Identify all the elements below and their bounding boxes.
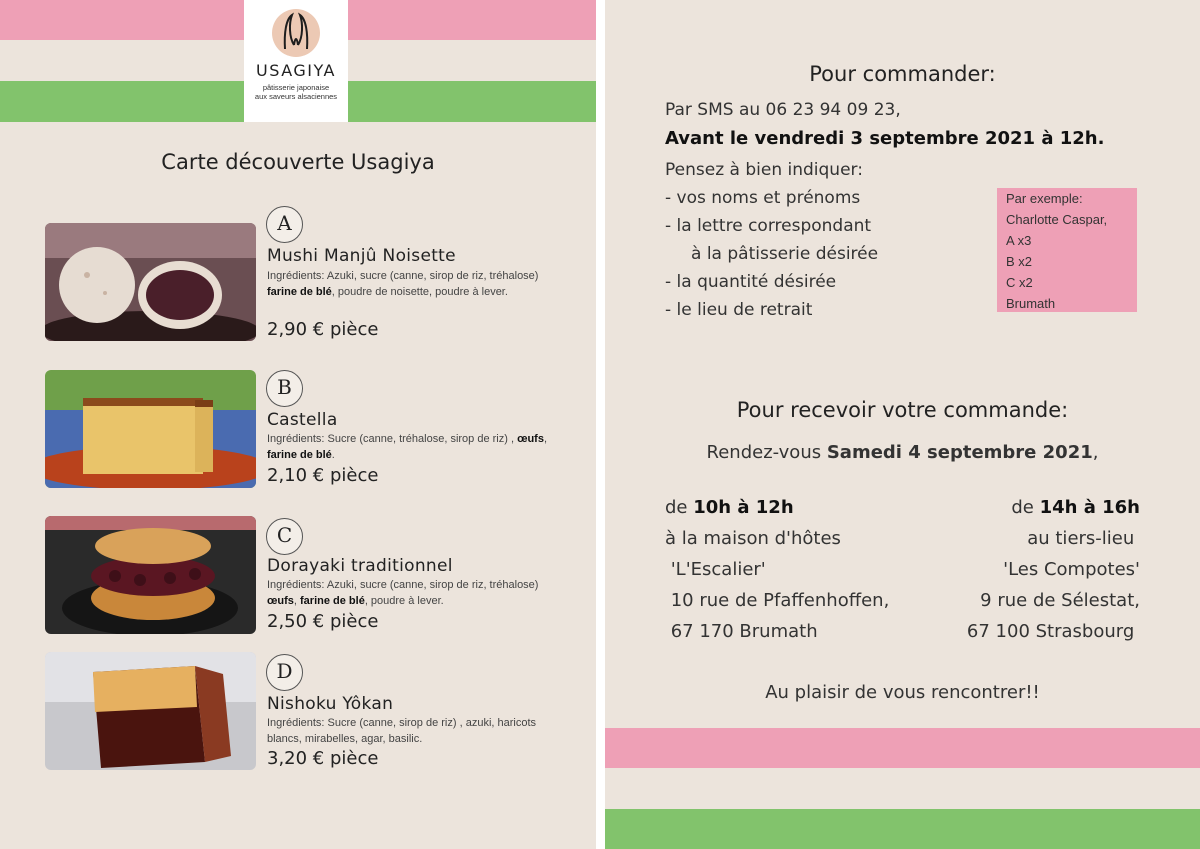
example-line: Brumath bbox=[1006, 296, 1056, 311]
order-list-item: - le lieu de retrait bbox=[665, 300, 813, 320]
item-name: Mushi Manjû Noisette bbox=[267, 246, 456, 266]
order-indicate: Pensez à bien indiquer: bbox=[665, 160, 863, 180]
item-ingredients bbox=[267, 268, 557, 300]
order-list-item: - la lettre correspondant bbox=[665, 216, 872, 236]
order-list-item: - vos noms et prénoms bbox=[665, 188, 861, 208]
item-letter-badge: B bbox=[266, 370, 303, 407]
time-range: 14h à 16h bbox=[1039, 497, 1140, 518]
pickup-time bbox=[967, 492, 1140, 523]
pickup-name: 'L'Escalier' bbox=[665, 559, 766, 580]
time-prefix: de bbox=[665, 497, 694, 518]
item-ingredients bbox=[267, 577, 557, 609]
item-letter-badge: A bbox=[266, 206, 303, 243]
order-page bbox=[605, 0, 1200, 849]
order-sms: Par SMS au 06 23 94 09 23, bbox=[665, 100, 901, 120]
order-list-item: - la quantité désirée bbox=[665, 272, 837, 292]
item-name: Castella bbox=[267, 410, 338, 430]
pickup-place: au tiers-lieu bbox=[1027, 528, 1140, 549]
tagline-line-1: pâtisserie japonaise bbox=[262, 83, 330, 92]
menu-page bbox=[0, 0, 596, 849]
allergen-text: farine de blé bbox=[267, 449, 332, 461]
castella-photo bbox=[45, 370, 256, 488]
item-price: 2,90 € pièce bbox=[267, 319, 379, 340]
usagiya-logo bbox=[244, 0, 348, 122]
ingredients-text: Ingrédients: Azuki, sucre (canne, sirop de riz, tréhalose) bbox=[267, 579, 539, 591]
ingredients-text: , bbox=[293, 595, 301, 607]
order-list-item: à la pâtisserie désirée bbox=[691, 244, 879, 264]
item-ingredients: Ingrédients: Sucre (canne, sirop de riz) , azuki, haricots blancs, mirabelles, agar, basilic. bbox=[267, 717, 537, 745]
item-name: Dorayaki traditionnel bbox=[267, 556, 453, 576]
item-price: 3,20 € pièce bbox=[267, 748, 379, 769]
ingredients-text: Ingrédients: Azuki, sucre (canne, sirop de riz, tréhalose) bbox=[267, 270, 539, 282]
brand-tagline bbox=[244, 83, 348, 101]
allergen-text: œufs bbox=[517, 433, 544, 445]
time-range: 10h à 12h bbox=[693, 497, 794, 518]
closing-message: Au plaisir de vous rencontrer!! bbox=[765, 682, 1040, 703]
menu-title: Carte découverte Usagiya bbox=[161, 150, 435, 174]
example-line: B x2 bbox=[1006, 254, 1033, 269]
rdv-text: Rendez-vous bbox=[706, 442, 827, 463]
pickup-name: 'Les Compotes' bbox=[1003, 559, 1140, 580]
green-band-bottom bbox=[605, 809, 1200, 849]
tagline-line-2: aux saveurs alsaciennes bbox=[254, 92, 338, 101]
pickup-time bbox=[665, 492, 889, 523]
pickup-city: 67 170 Brumath bbox=[665, 621, 818, 642]
order-deadline: Avant le vendredi 3 septembre 2021 à 12h. bbox=[665, 128, 1105, 149]
allergen-text: œufs bbox=[267, 595, 294, 607]
example-line: Par exemple: bbox=[1006, 191, 1083, 206]
brand-name: USAGIYA bbox=[256, 61, 336, 80]
example-line: Charlotte Caspar, bbox=[1006, 212, 1108, 227]
ingredients-text: , poudre de noisette, poudre à lever. bbox=[331, 286, 508, 298]
item-price: 2,10 € pièce bbox=[267, 465, 379, 486]
example-line: C x2 bbox=[1006, 275, 1033, 290]
item-name: Nishoku Yôkan bbox=[267, 694, 394, 714]
mushi-manju-photo bbox=[45, 223, 256, 341]
rdv-text: , bbox=[1092, 442, 1099, 463]
item-letter-badge: C bbox=[266, 518, 303, 555]
rabbit-logo-icon bbox=[270, 7, 322, 59]
ingredients-text: , bbox=[543, 433, 548, 445]
allergen-text: farine de blé bbox=[300, 595, 365, 607]
pickup-title: Pour recevoir votre commande: bbox=[736, 398, 1069, 422]
item-ingredients bbox=[267, 431, 557, 463]
item-letter-badge: D bbox=[266, 654, 303, 691]
pickup-rdv bbox=[605, 442, 1200, 463]
pickup-location-strasbourg bbox=[967, 492, 1140, 647]
pickup-city: 67 100 Strasbourg bbox=[966, 621, 1140, 642]
allergen-text: farine de blé bbox=[267, 286, 332, 298]
pink-band-bottom bbox=[605, 728, 1200, 768]
time-prefix: de bbox=[1011, 497, 1040, 518]
ingredients-text: Ingrédients: Sucre (canne, tréhalose, sirop de riz) , bbox=[267, 433, 518, 445]
yokan-photo bbox=[45, 652, 256, 770]
pickup-street: 10 rue de Pfaffenhoffen, bbox=[665, 590, 890, 611]
item-price: 2,50 € pièce bbox=[267, 611, 379, 632]
pickup-location-brumath bbox=[665, 492, 889, 647]
order-title: Pour commander: bbox=[809, 62, 996, 86]
ingredients-text: . bbox=[331, 449, 335, 461]
pickup-place: à la maison d'hôtes bbox=[665, 528, 841, 549]
order-example-box bbox=[997, 188, 1137, 312]
pickup-street: 9 rue de Sélestat, bbox=[980, 590, 1140, 611]
dorayaki-photo bbox=[45, 516, 256, 634]
ingredients-text: , poudre à lever. bbox=[364, 595, 444, 607]
rdv-date: Samedi 4 septembre 2021 bbox=[826, 442, 1093, 463]
example-line: A x3 bbox=[1006, 233, 1032, 248]
